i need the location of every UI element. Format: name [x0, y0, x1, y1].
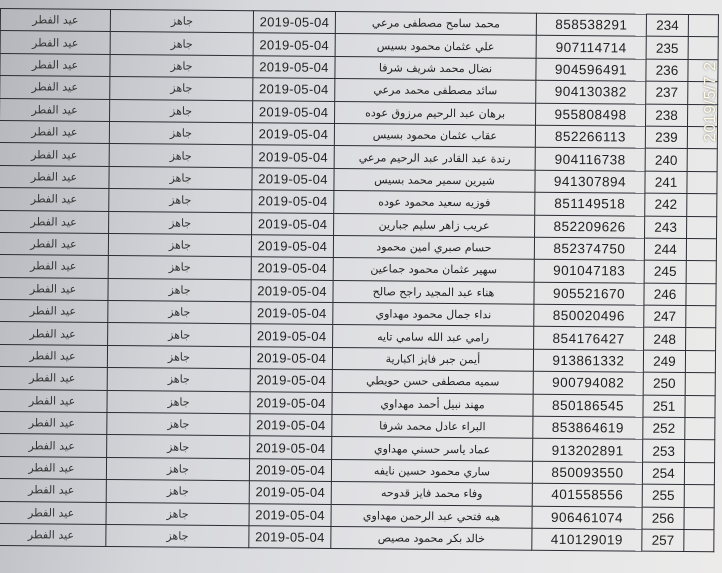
date-cell: 2019-05-04: [251, 302, 333, 325]
row-number-cell: 255: [642, 484, 684, 507]
note-cell: عيد الفطر: [0, 143, 109, 166]
note-cell: عيد الفطر: [0, 210, 109, 233]
id-number-cell: 410129019: [532, 528, 642, 551]
status-cell: جاهز: [107, 368, 250, 392]
note-cell: عيد الفطر: [0, 344, 108, 367]
note-cell: عيد الفطر: [0, 232, 109, 255]
name-cell: فوزيه سعيد محمود عوده: [334, 191, 535, 215]
status-cell: جاهز: [109, 189, 252, 213]
date-cell: 2019-05-04: [252, 212, 334, 235]
status-cell: جاهز: [108, 323, 251, 347]
id-number-cell: 850093550: [532, 461, 642, 484]
id-number-cell: 851149518: [535, 192, 645, 215]
name-cell: رامي عبد الله سامي تايه: [333, 325, 534, 349]
name-cell: هناء عبد المجيد راجح صالح: [333, 280, 534, 304]
row-edge-cell: [686, 306, 716, 329]
date-cell: 2019-05-04: [250, 369, 332, 392]
date-cell: 2019-05-04: [252, 190, 334, 213]
name-cell: البراء عادل محمد شرفا: [332, 414, 533, 438]
status-cell: جاهز: [106, 524, 249, 548]
row-number-cell: 257: [642, 529, 684, 552]
row-edge-cell: [687, 216, 717, 239]
id-number-cell: 850186545: [533, 394, 643, 417]
row-number-cell: 234: [646, 14, 688, 37]
id-number-cell: 900794082: [533, 371, 643, 394]
status-cell: جاهز: [110, 77, 253, 101]
id-number-cell: 852209626: [535, 215, 645, 238]
status-cell: جاهز: [107, 390, 250, 414]
name-cell: عماد ياسر حسني مهداوي: [332, 437, 533, 461]
name-cell: شيرين سمير محمد بسيس: [334, 168, 535, 192]
note-cell: عيد الفطر: [0, 434, 107, 457]
id-number-cell: 941307894: [535, 170, 645, 193]
name-cell: سميه مصطفى حسن حويطي: [332, 370, 533, 394]
row-number-cell: 248: [644, 328, 686, 351]
note-cell: عيد الفطر: [0, 165, 109, 188]
date-cell: 2019-05-04: [249, 459, 331, 482]
id-number-cell: 901047183: [534, 260, 644, 283]
name-cell: برهان عبد الرحيم مرزوق عوده: [335, 101, 536, 125]
id-number-cell: 401558556: [532, 483, 642, 506]
status-cell: جاهز: [109, 121, 252, 145]
row-number-cell: 256: [642, 507, 684, 530]
name-cell: نداء جمال محمود مهداوي: [333, 303, 534, 327]
row-number-cell: 252: [643, 417, 685, 440]
id-number-cell: 853864619: [533, 416, 643, 439]
status-cell: جاهز: [110, 32, 253, 56]
date-cell: 2019-05-04: [253, 100, 335, 123]
row-edge-cell: [685, 350, 715, 373]
name-cell: عريب زاهر سليم جبارين: [334, 213, 535, 237]
name-cell: حسام صبري امين محمود: [333, 235, 534, 259]
row-edge-cell: [687, 149, 717, 172]
date-cell: 2019-05-04: [253, 11, 335, 34]
row-number-cell: 253: [643, 440, 685, 463]
id-number-cell: 955808498: [535, 103, 645, 126]
date-cell: 2019-05-04: [252, 123, 334, 146]
name-cell: هبه فتحي عبد الرحمن مهداوي: [331, 504, 532, 528]
row-edge-cell: [684, 507, 714, 530]
status-cell: جاهز: [109, 211, 252, 235]
note-cell: عيد الفطر: [0, 412, 107, 435]
id-number-cell: 858538291: [536, 13, 646, 36]
row-number-cell: 241: [645, 171, 687, 194]
row-number-cell: 240: [645, 149, 687, 172]
note-cell: عيد الفطر: [0, 524, 106, 547]
row-edge-cell: [685, 395, 715, 418]
id-number-cell: 906461074: [532, 506, 642, 529]
id-number-cell: 904116738: [535, 148, 645, 171]
note-cell: عيد الفطر: [0, 277, 108, 300]
row-edge-cell: [685, 418, 715, 441]
date-cell: 2019-05-04: [253, 78, 335, 101]
note-cell: عيد الفطر: [0, 389, 107, 412]
status-cell: جاهز: [106, 502, 249, 526]
name-cell: محمد سامح مصطفى مرعي: [335, 11, 536, 35]
row-number-cell: 236: [646, 59, 688, 82]
name-cell: أيمن جبر فايز اكبارية: [332, 347, 533, 371]
table-body: [0, 9, 718, 553]
note-cell: عيد الفطر: [0, 120, 110, 143]
note-cell: عيد الفطر: [0, 188, 109, 211]
status-cell: جاهز: [108, 278, 251, 302]
note-cell: عيد الفطر: [0, 501, 106, 524]
date-cell: 2019-05-04: [251, 235, 333, 258]
status-cell: جاهز: [107, 435, 250, 459]
name-cell: علي عثمان محمود بسيس: [335, 34, 536, 58]
id-number-cell: 852266113: [535, 125, 645, 148]
name-cell: وفاء محمد فايز قدوحه: [331, 482, 532, 506]
row-number-cell: 242: [645, 193, 687, 216]
status-cell: جاهز: [108, 301, 251, 325]
status-cell: جاهز: [106, 480, 249, 504]
status-cell: جاهز: [110, 54, 253, 78]
records-table: [0, 8, 719, 553]
name-cell: سائد مصطفى محمد مرعي: [335, 79, 536, 103]
date-cell: 2019-05-04: [253, 33, 335, 56]
note-cell: عيد الفطر: [0, 98, 110, 121]
row-edge-cell: [686, 283, 716, 306]
status-cell: جاهز: [107, 345, 250, 369]
date-cell: 2019-05-04: [250, 347, 332, 370]
id-number-cell: 852374750: [534, 237, 644, 260]
note-cell: عيد الفطر: [0, 300, 108, 323]
row-number-cell: 239: [645, 126, 687, 149]
date-cell: 2019-05-04: [251, 324, 333, 347]
date-cell: 2019-05-04: [249, 526, 331, 549]
id-number-cell: 904130382: [536, 80, 646, 103]
date-cell: 2019-05-04: [251, 257, 333, 280]
row-edge-cell: [685, 373, 715, 396]
date-cell: 2019-05-04: [250, 436, 332, 459]
row-number-cell: 250: [643, 372, 685, 395]
name-cell: مهند نبيل أحمد مهداوي: [332, 392, 533, 416]
row-number-cell: 246: [644, 283, 686, 306]
name-cell: عقاب عثمان محمود بسيس: [334, 123, 535, 147]
row-edge-cell: [687, 194, 717, 217]
row-number-cell: 237: [646, 81, 688, 104]
row-number-cell: 244: [644, 238, 686, 261]
date-cell: 2019-05-04: [251, 279, 333, 302]
row-number-cell: 247: [644, 305, 686, 328]
note-cell: عيد الفطر: [0, 367, 107, 390]
date-cell: 2019-05-04: [250, 391, 332, 414]
date-cell: 2019-05-04: [249, 503, 331, 526]
date-watermark: 2019/5/7 2: [702, 61, 719, 142]
date-cell: 2019-05-04: [252, 145, 334, 168]
row-number-cell: 254: [642, 462, 684, 485]
status-cell: جاهز: [109, 166, 252, 190]
name-cell: رندة عبد القادر عبد الرحيم مرعي: [334, 146, 535, 170]
status-cell: جاهز: [110, 99, 253, 123]
id-number-cell: 913202891: [533, 439, 643, 462]
status-cell: جاهز: [106, 457, 249, 481]
row-number-cell: 235: [646, 37, 688, 60]
date-cell: 2019-05-04: [249, 481, 331, 504]
id-number-cell: 850020496: [534, 304, 644, 327]
name-cell: ساري محمود حسين نايفه: [331, 459, 532, 483]
note-cell: عيد الفطر: [0, 53, 110, 76]
row-edge-cell: [684, 462, 714, 485]
note-cell: عيد الفطر: [0, 9, 110, 32]
note-cell: عيد الفطر: [0, 255, 108, 278]
row-number-cell: 249: [643, 350, 685, 373]
status-cell: جاهز: [108, 256, 251, 280]
row-number-cell: 251: [643, 395, 685, 418]
row-edge-cell: [684, 530, 714, 553]
name-cell: نضال محمد شريف شرفا: [335, 56, 536, 80]
row-number-cell: 243: [645, 216, 687, 239]
note-cell: عيد الفطر: [0, 76, 110, 99]
id-number-cell: 854176427: [534, 327, 644, 350]
note-cell: عيد الفطر: [0, 479, 106, 502]
status-cell: جاهز: [110, 9, 253, 33]
row-edge-cell: [686, 328, 716, 351]
id-number-cell: 913861332: [533, 349, 643, 372]
note-cell: عيد الفطر: [0, 456, 107, 479]
note-cell: عيد الفطر: [0, 31, 110, 54]
row-edge-cell: [686, 238, 716, 261]
row-edge-cell: [685, 440, 715, 463]
date-cell: 2019-05-04: [253, 56, 335, 79]
status-cell: جاهز: [107, 413, 250, 437]
date-cell: 2019-05-04: [250, 414, 332, 437]
status-cell: جاهز: [108, 233, 251, 257]
row-edge-cell: [684, 485, 714, 508]
id-number-cell: 904596491: [536, 58, 646, 81]
status-cell: جاهز: [109, 144, 252, 168]
row-number-cell: 238: [645, 104, 687, 127]
id-number-cell: 905521670: [534, 282, 644, 305]
id-number-cell: 907114714: [536, 36, 646, 59]
name-cell: خالد بكر محمود مصيص: [331, 526, 532, 550]
note-cell: عيد الفطر: [0, 322, 108, 345]
name-cell: سهير عثمان محمود جماعين: [333, 258, 534, 282]
row-edge-cell: [686, 261, 716, 284]
row-edge-cell: [687, 171, 717, 194]
date-cell: 2019-05-04: [252, 167, 334, 190]
row-number-cell: 245: [644, 260, 686, 283]
